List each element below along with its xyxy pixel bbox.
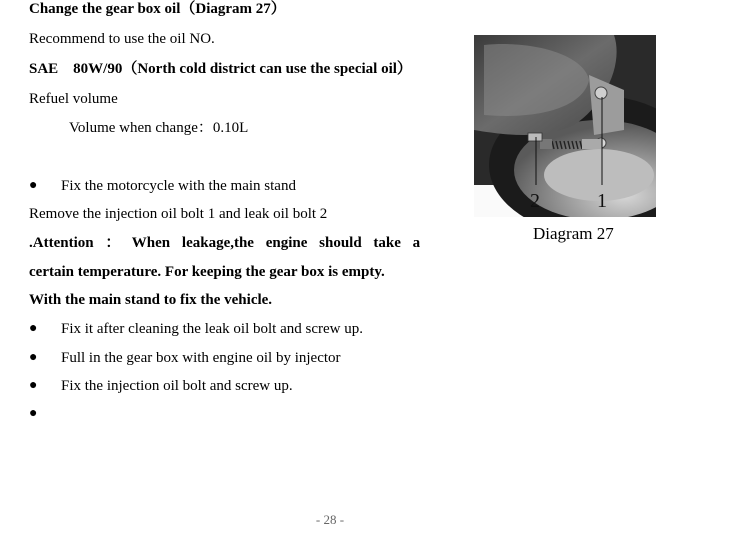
diagram-label-1: 1 (597, 190, 607, 212)
bullet-icon: ● (29, 350, 38, 365)
sae-spec: SAE 80W/90（North cold district can use the special oil） (29, 61, 412, 77)
bullet-text: Fix the injection oil bolt and screw up. (61, 378, 293, 394)
recommend-text: Recommend to use the oil NO. (29, 31, 215, 47)
bullet-icon: ● (29, 321, 38, 336)
attention-line-2: certain temperature. For keeping the gear box is empty. (29, 264, 385, 280)
bullet-icon: ● (29, 406, 38, 421)
attention-line-1: .Attention ： When leakage,the engine should take a (29, 235, 421, 251)
bullet-text: Fix it after cleaning the leak oil bolt and screw up. (61, 321, 363, 337)
page-heading: Change the gear box oil（Diagram 27） (29, 1, 286, 17)
bullet-icon: ● (29, 378, 38, 393)
bullet-text: Fix the motorcycle with the main stand (61, 178, 296, 194)
diagram-label-2: 2 (530, 190, 540, 212)
bullet-text: Full in the gear box with engine oil by injector (61, 350, 341, 366)
diagram-27-photo (474, 35, 656, 217)
diagram-caption: Diagram 27 (533, 224, 614, 243)
volume-when-change: Volume when change：0.10L (69, 120, 249, 136)
attention-line-3: With the main stand to fix the vehicle. (29, 292, 273, 308)
page-number: - 28 - (315, 512, 345, 527)
remove-instruction: Remove the injection oil bolt 1 and leak oil bolt 2 (29, 206, 328, 222)
refuel-label: Refuel volume (29, 91, 118, 107)
bullet-icon: ● (29, 178, 38, 193)
